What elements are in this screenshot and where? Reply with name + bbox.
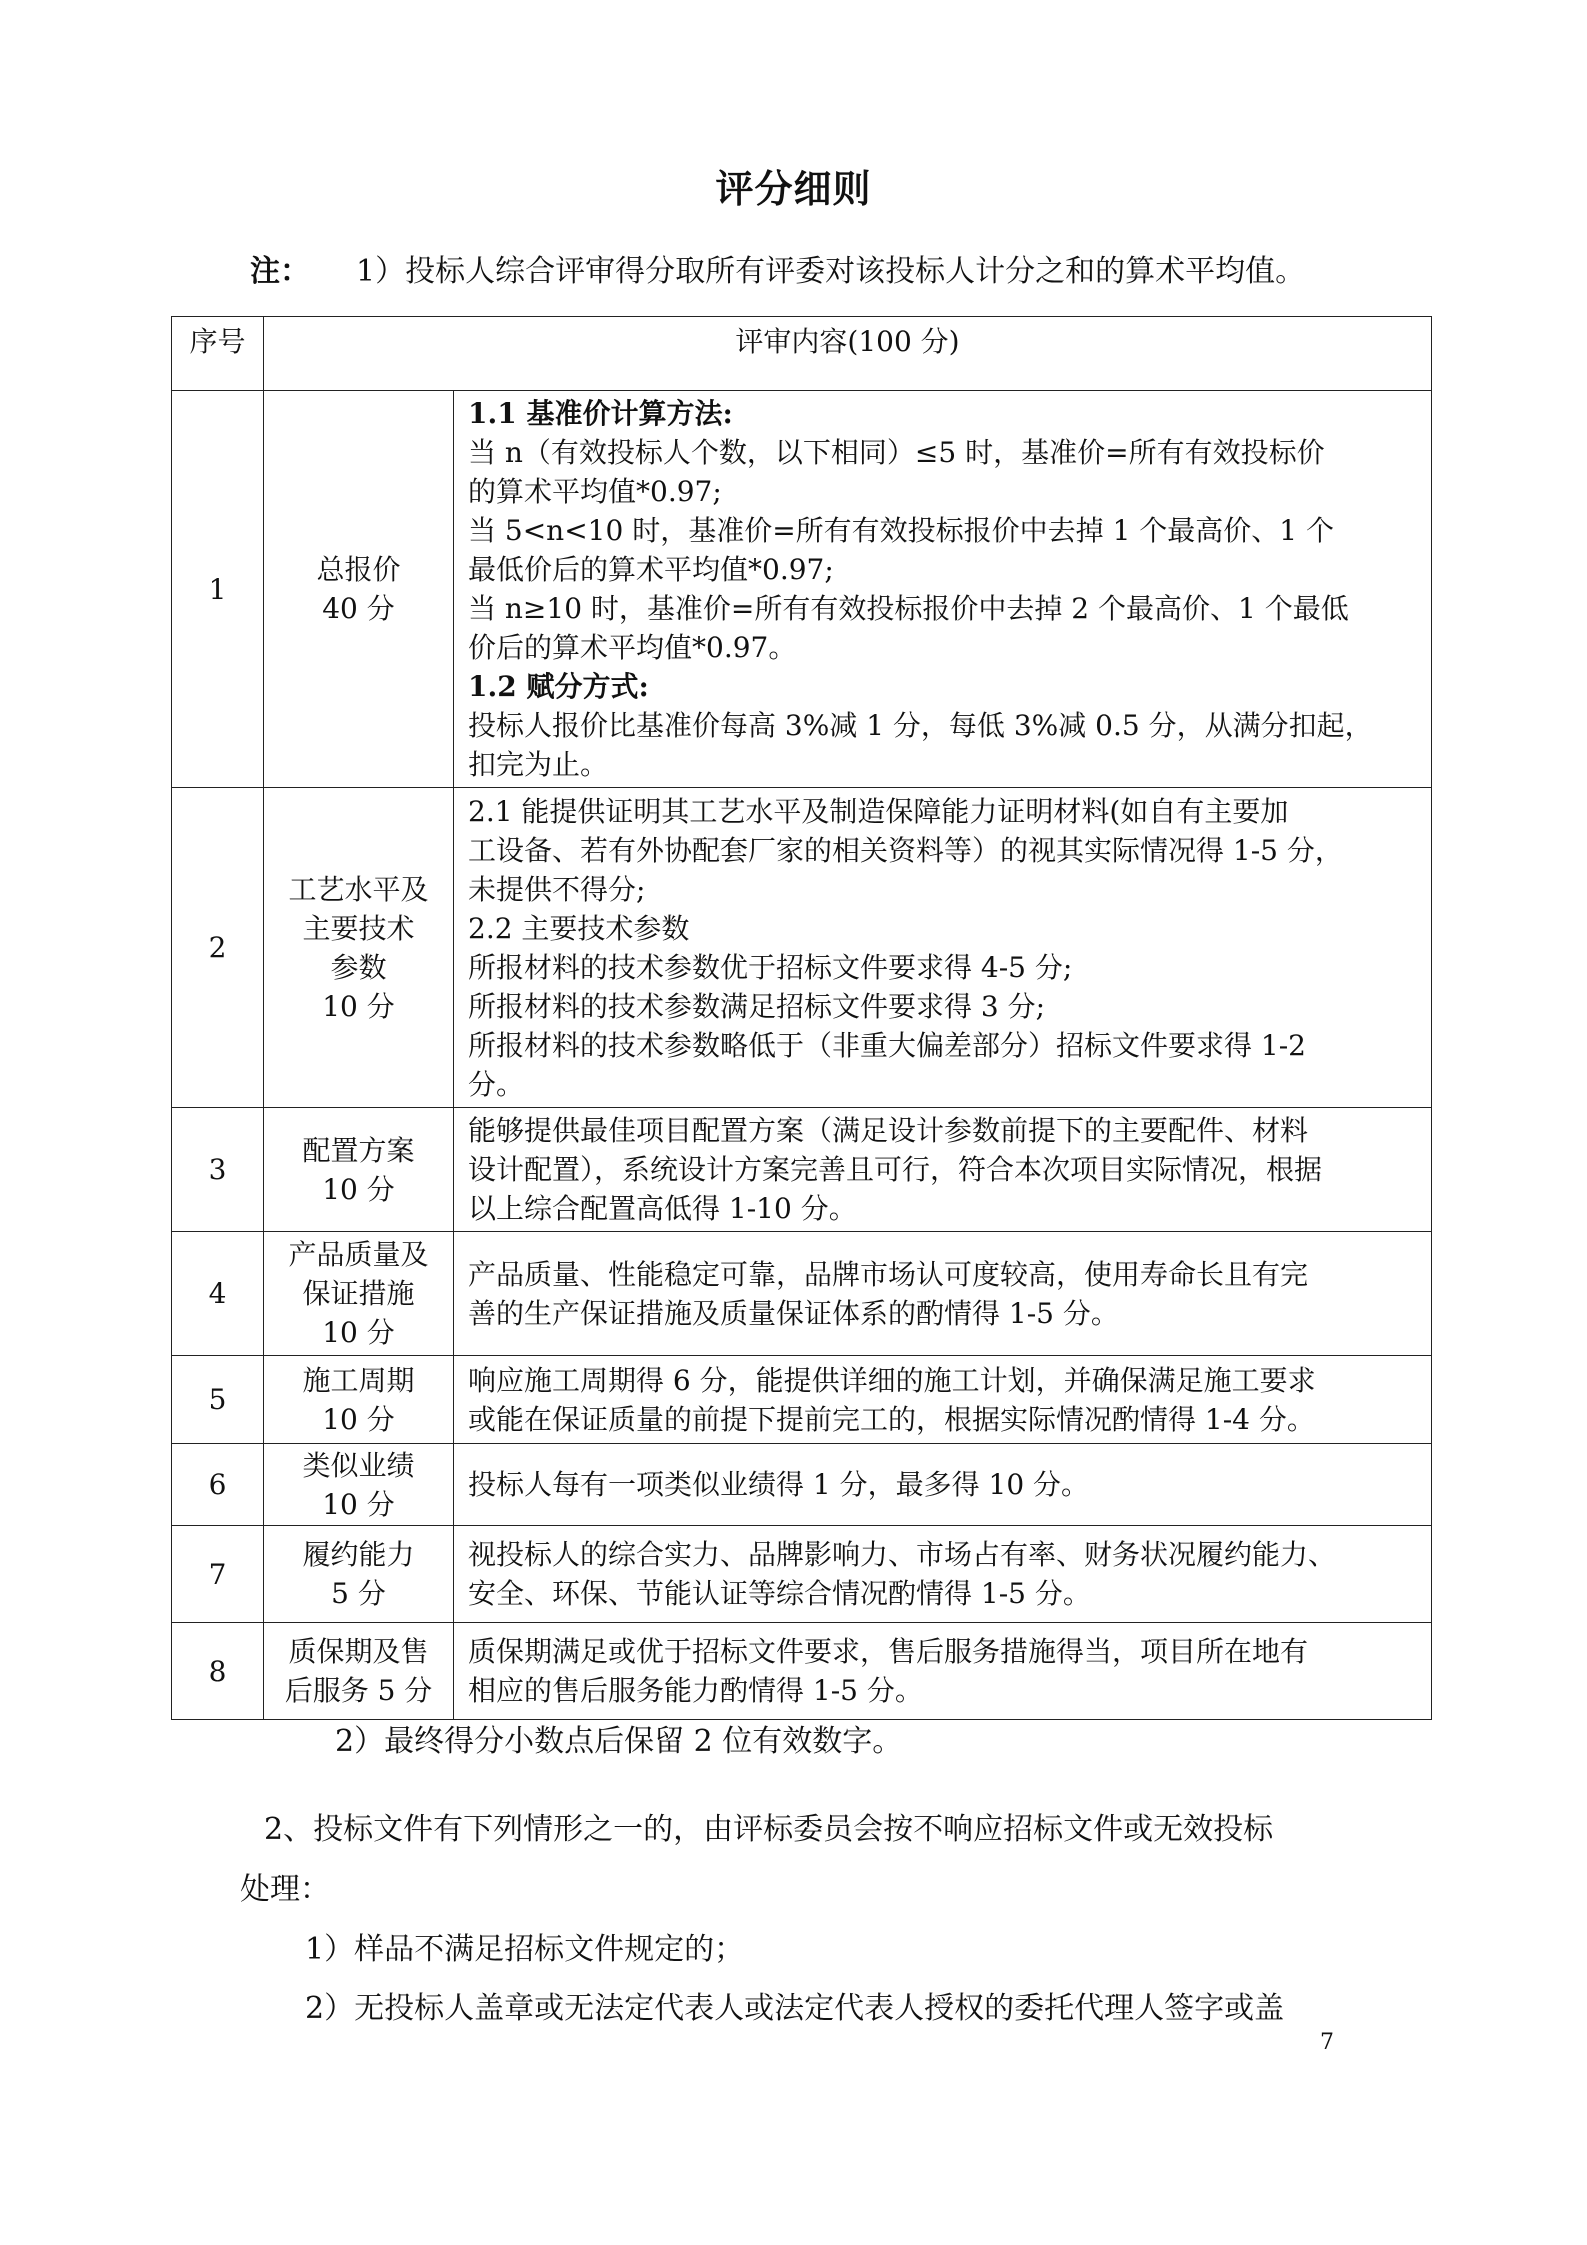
scoring-table [171, 316, 1432, 1720]
invalid-bid-intro-cont: 处理： [240, 1872, 330, 1907]
row-item [264, 1108, 454, 1232]
table-body [172, 391, 1432, 1720]
content-line: 所报材料的技术参数满足招标文件要求得 3 分; [468, 989, 1046, 1023]
table-row [172, 1108, 1432, 1232]
note-label: 注： [250, 254, 310, 289]
row-seq: 3 [172, 1108, 264, 1232]
table-row [172, 1232, 1432, 1356]
content-line: 或能在保证质量的前提下提前完工的，根据实际情况酌情得 1-4 分。 [468, 1402, 1315, 1436]
content-line: 视投标人的综合实力、品牌影响力、市场占有率、财务状况履约能力、 [468, 1538, 1337, 1571]
header-content: 评审内容(100 分) [264, 317, 1432, 391]
row-item-line: 质保期及售 [288, 1635, 429, 1668]
content-line: 扣完为止。 [468, 748, 609, 781]
row-seq: 2 [172, 788, 264, 1108]
content-line: 设计配置），系统设计方案完善且可行，符合本次项目实际情况，根据 [468, 1153, 1323, 1186]
row-item [264, 1444, 454, 1526]
row-item [264, 1623, 454, 1720]
row-seq: 6 [172, 1444, 264, 1526]
note-line [250, 246, 1305, 290]
row-item-line: 10 分 [322, 1316, 395, 1349]
row-item-line: 后服务 5 分 [284, 1674, 433, 1707]
content-line: 善的生产保证措施及质量保证体系的酌情得 1-5 分。 [468, 1296, 1119, 1330]
row-item-line: 总报价 [316, 553, 401, 586]
header-seq: 序号 [172, 317, 264, 391]
final-score-note: 2）最终得分小数点后保留 2 位有效数字。 [335, 1724, 903, 1759]
row-item [264, 1356, 454, 1444]
content-line: 投标人报价比基准价每高 3%减 1 分，每低 3%减 0.5 分，从满分扣起， [468, 709, 1373, 742]
row-item-line: 工艺水平及 [288, 872, 429, 906]
content-line: 能够提供最佳项目配置方案（满足设计参数前提下的主要配件、材料 [468, 1114, 1309, 1147]
content-line: 最低价后的算术平均值*0.97; [468, 553, 834, 586]
table-row [172, 1356, 1432, 1444]
table-row [172, 1444, 1432, 1526]
row-content [454, 1444, 1432, 1526]
row-item [264, 1526, 454, 1623]
content-line: 以上综合配置高低得 1-10 分。 [468, 1192, 857, 1225]
content-line: 1.1 基准价计算方法: [468, 397, 733, 430]
invalid-item-2: 2）无投标人盖章或无法定代表人或法定代表人授权的委托代理人签字或盖 [305, 1991, 1285, 2026]
row-content [454, 1232, 1432, 1356]
row-item-line: 10 分 [322, 1402, 395, 1436]
row-item-line: 产品质量及 [288, 1238, 429, 1271]
row-item-line: 类似业绩 [302, 1448, 415, 1482]
row-seq: 5 [172, 1356, 264, 1444]
row-item-line: 参数 [330, 950, 387, 984]
content-line: 未提供不得分; [468, 872, 646, 906]
table-row [172, 391, 1432, 788]
content-line: 响应施工周期得 6 分，能提供详细的施工计划，并确保满足施工要求 [468, 1363, 1316, 1397]
content-line: 所报材料的技术参数优于招标文件要求得 4-5 分; [468, 950, 1073, 984]
content-line: 价后的算术平均值*0.97。 [468, 631, 797, 664]
row-content [454, 1526, 1432, 1623]
row-seq: 8 [172, 1623, 264, 1720]
table-row [172, 1526, 1432, 1623]
row-item [264, 1232, 454, 1356]
row-item-line: 主要技术 [302, 911, 415, 945]
content-line: 投标人每有一项类似业绩得 1 分，最多得 10 分。 [468, 1468, 1090, 1501]
row-seq: 1 [172, 391, 264, 788]
row-item-line: 5 分 [331, 1577, 386, 1610]
content-line: 当 n（有效投标人个数，以下相同）≤5 时，基准价=所有有效投标价 [468, 436, 1325, 469]
row-seq: 4 [172, 1232, 264, 1356]
table-row [172, 1623, 1432, 1720]
row-content [454, 1623, 1432, 1720]
row-content [454, 1108, 1432, 1232]
row-item-line: 10 分 [322, 1487, 395, 1521]
content-line: 1.2 赋分方式: [468, 670, 649, 703]
row-seq: 7 [172, 1526, 264, 1623]
row-content [454, 1356, 1432, 1444]
table-header-row [172, 317, 1432, 391]
row-item-line: 10 分 [322, 1172, 395, 1206]
content-line: 当 n≥10 时，基准价=所有有效投标报价中去掉 2 个最高价、1 个最低 [468, 592, 1349, 625]
content-line: 质保期满足或优于招标文件要求，售后服务措施得当，项目所在地有 [468, 1635, 1309, 1668]
invalid-item-1: 1）样品不满足招标文件规定的； [305, 1932, 745, 1967]
row-content [454, 391, 1432, 788]
content-line: 产品质量、性能稳定可靠，品牌市场认可度较高，使用寿命长且有完 [468, 1257, 1309, 1291]
content-line: 安全、环保、节能认证等综合情况酌情得 1-5 分。 [468, 1577, 1091, 1610]
row-item-line: 履约能力 [302, 1538, 415, 1571]
row-item-line: 40 分 [322, 592, 395, 625]
invalid-bid-intro: 2、投标文件有下列情形之一的，由评标委员会按不响应招标文件或无效投标 [264, 1812, 1274, 1847]
content-line: 2.1 能提供证明其工艺水平及制造保障能力证明材料(如自有主要加 [468, 794, 1289, 828]
content-line: 工设备、若有外协配套厂家的相关资料等）的视其实际情况得 1-5 分， [468, 833, 1343, 867]
row-item-line: 保证措施 [302, 1277, 415, 1310]
row-item-line: 施工周期 [302, 1363, 415, 1397]
page-title: 评分细则 [715, 166, 872, 211]
content-line: 当 5<n<10 时，基准价=所有有效投标报价中去掉 1 个最高价、1 个 [468, 514, 1334, 547]
content-line: 的算术平均值*0.97; [468, 475, 722, 508]
row-item [264, 391, 454, 788]
table-row [172, 788, 1432, 1108]
row-item-line: 10 分 [322, 989, 395, 1023]
content-line: 2.2 主要技术参数 [468, 911, 690, 945]
content-line: 所报材料的技术参数略低于（非重大偏差部分）招标文件要求得 1-2 [468, 1028, 1306, 1062]
page-number: 7 [1320, 2030, 1334, 2055]
content-line: 相应的售后服务能力酌情得 1-5 分。 [468, 1674, 923, 1707]
note-text: 1）投标人综合评审得分取所有评委对该投标人计分之和的算术平均值。 [356, 254, 1306, 289]
row-item-line: 配置方案 [302, 1133, 415, 1167]
row-item [264, 788, 454, 1108]
content-line: 分。 [468, 1067, 525, 1101]
row-content [454, 788, 1432, 1108]
